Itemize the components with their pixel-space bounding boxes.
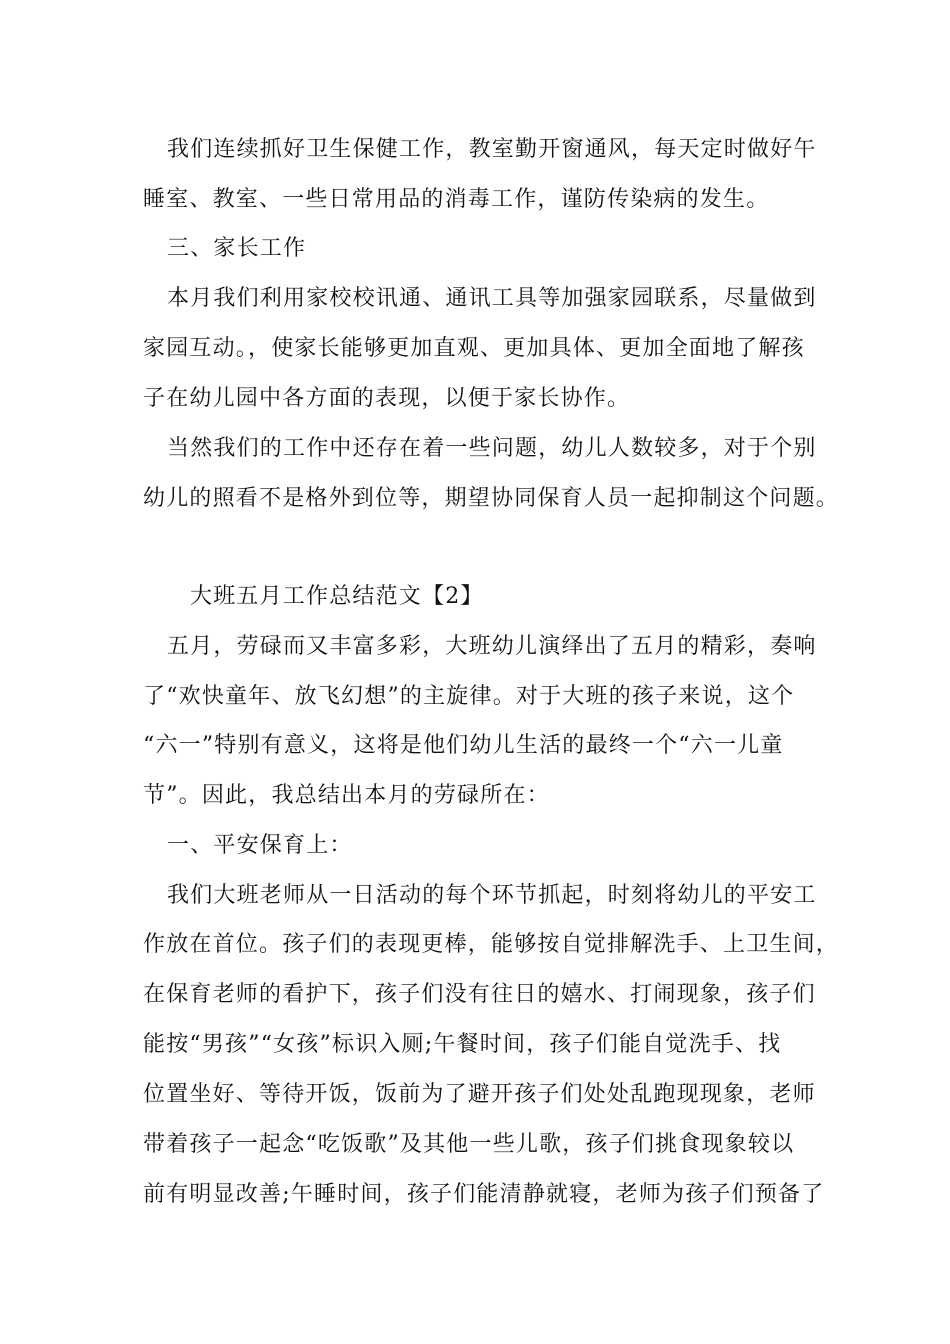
paragraph-line: 在保育老师的看护下，孩子们没有往日的嬉水、打闹现象，孩子们 [143,982,816,1007]
paragraph-line: 五月，劳碌而又丰富多彩，大班幼儿演绎出了五月的精彩，奏响 [167,634,817,659]
paragraph-line: 我们连续抓好卫生保健工作，教室勤开窗通风，每天定时做好午 [167,137,817,162]
paragraph-line: 本月我们利用家校校讯通、通讯工具等加强家园联系，尽量做到 [167,286,817,311]
paragraph-line: 了“欢快童年、放飞幻想”的主旋律。对于大班的孩子来说，这个 [143,684,795,709]
paragraph-line: 节”。因此，我总结出本月的劳碌所在： [143,783,550,808]
section-heading: 一、平安保育上： [167,833,353,858]
paragraph-line: 位置坐好、等待开饭，饭前为了避开孩子们处处乱跑现现象，老师 [143,1082,816,1107]
paragraph-line: 家园互动。，使家长能够更加直观、更加具体、更加全面地了解孩 [143,336,805,361]
paragraph-line: 子在幼儿园中各方面的表现，以便于家长协作。 [143,386,631,411]
section-title: 大班五月工作总结范文【2】 [190,584,484,609]
section-heading: 三、家长工作 [167,236,307,261]
paragraph-line: 睡室、教室、一些日常用品的消毒工作，谨防传染病的发生。 [143,187,770,212]
paragraph-line: 我们大班老师从一日活动的每个环节抓起，时刻将幼儿的平安工 [167,883,817,908]
paragraph-line: 带着孩子一起念“吃饭歌”及其他一些儿歌，孩子们挑食现象较以 [143,1132,795,1157]
paragraph-line: 当然我们的工作中还存在着一些问题，幼儿人数较多，对于个别 [167,436,817,461]
paragraph-line: 能按“男孩”“女孩”标识入厕;午餐时间，孩子们能自觉洗手、找 [143,1032,782,1057]
paragraph-line: “六一”特别有意义，这将是他们幼儿生活的最终一个“六一儿童 [143,733,784,758]
paragraph-line: 幼儿的照看不是格外到位等，期望协同保育人员一起抑制这个问题。 [143,486,840,511]
paragraph-line: 前有明显改善;午睡时间，孩子们能清静就寝，老师为孩子们预备了 [143,1182,825,1207]
paragraph-line: 作放在首位。孩子们的表现更棒，能够按自觉排解洗手、上卫生间， [143,932,840,957]
